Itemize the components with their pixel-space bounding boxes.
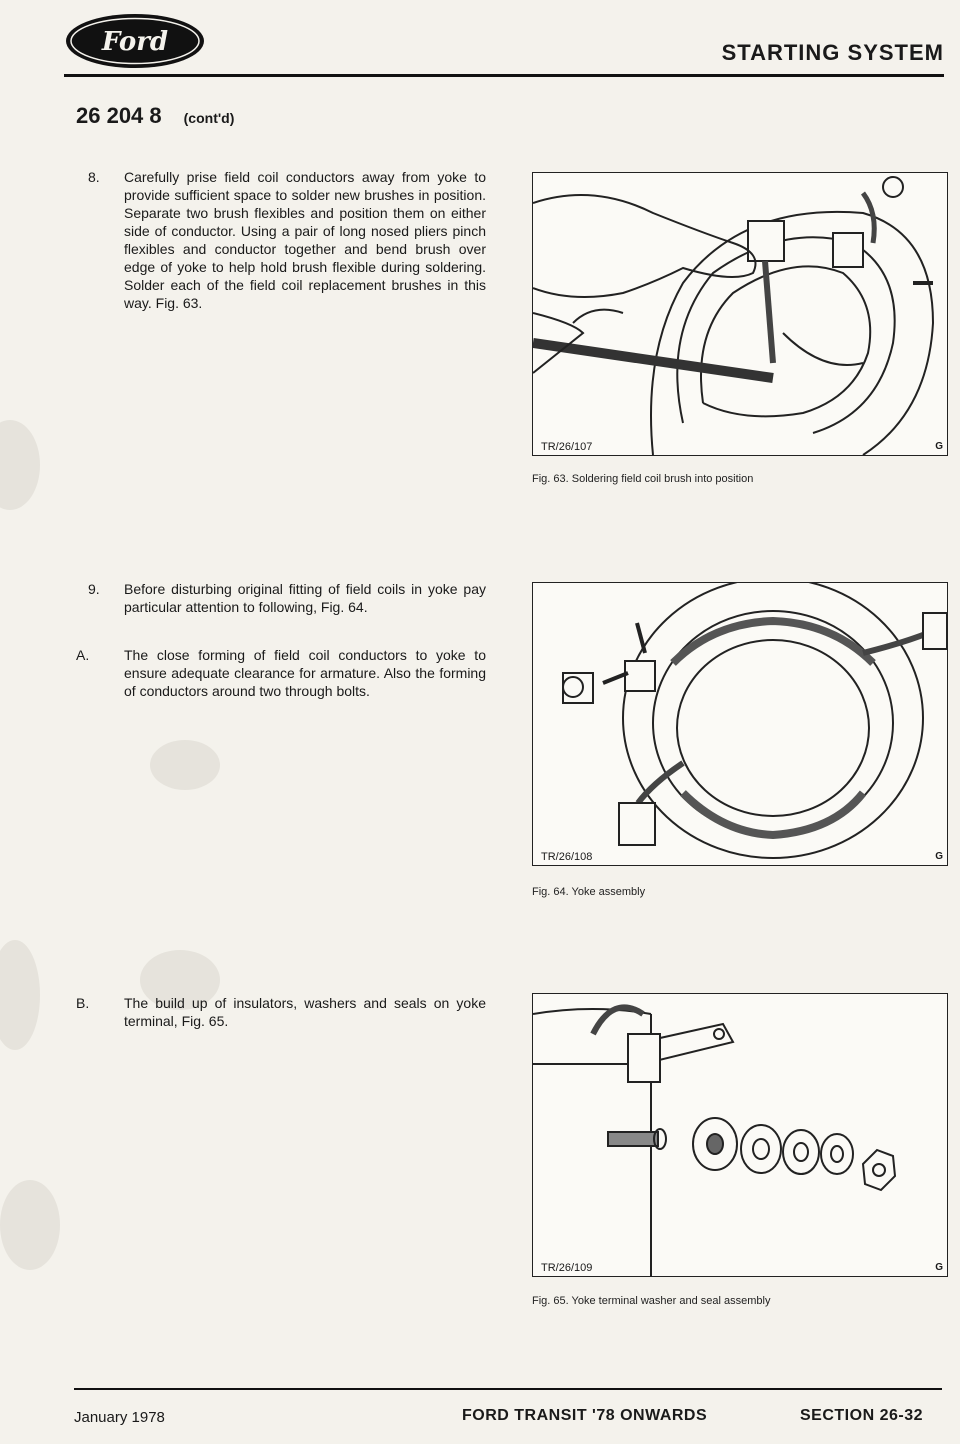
figure-mark: G xyxy=(935,1262,943,1273)
step-text: Carefully prise field coil conductors away from yoke to provide sufficient space to solder new brushes in position. Separate two brush flexibles and position them on either side of conductor. Using a pair of long nosed pliers pinch flexibles and conductor together and bend brush over edge of yoke to help hold brush flexible during soldering. Solder each of the field coil replacement brushes in this way. Fig. 63. xyxy=(124,169,486,311)
figure-65 xyxy=(532,993,948,1277)
step-number: B. xyxy=(76,995,90,1011)
section-contd: (cont'd) xyxy=(183,110,235,126)
step-number: 9. xyxy=(88,581,100,597)
footer-date: January 1978 xyxy=(74,1409,165,1426)
step-text: The build up of insulators, washers and seals on yoke terminal, Fig. 65. xyxy=(124,995,486,1029)
figure-64 xyxy=(532,582,948,866)
page-title: STARTING SYSTEM xyxy=(721,40,944,65)
footer-section-number: SECTION 26-32 xyxy=(800,1407,923,1424)
step-number: A. xyxy=(76,647,90,663)
terminal-washers-illustration xyxy=(533,994,947,1276)
ford-logo xyxy=(64,12,206,70)
logo-text: Ford xyxy=(101,27,169,57)
figure-reference: TR/26/107 xyxy=(541,441,593,453)
figure-65-caption: Fig. 65. Yoke terminal washer and seal assembly xyxy=(532,1295,771,1307)
footer-publication: FORD TRANSIT '78 ONWARDS xyxy=(462,1407,708,1424)
figure-63-caption: Fig. 63. Soldering field coil brush into position xyxy=(532,473,754,485)
soldering-illustration xyxy=(533,173,947,455)
page-stain xyxy=(0,420,40,510)
section-code: 26 204 8 xyxy=(76,103,162,128)
page-stain xyxy=(150,740,220,790)
figure-mark: G xyxy=(935,441,943,452)
step-text: Before disturbing original fitting of field coils in yoke pay particular attention to following, Fig. 64. xyxy=(124,581,486,615)
step-text: The close forming of field coil conductors to yoke to ensure adequate clearance for armature. Also the forming of conductors around two through bolts. xyxy=(124,647,486,699)
section-number xyxy=(76,103,234,129)
figure-64-caption: Fig. 64. Yoke assembly xyxy=(532,886,646,898)
figure-reference: TR/26/109 xyxy=(541,1262,593,1274)
figure-63 xyxy=(532,172,948,456)
header-rule xyxy=(64,74,944,77)
page-stain xyxy=(0,1180,60,1270)
yoke-assembly-illustration xyxy=(533,583,947,865)
footer-rule xyxy=(74,1388,942,1390)
figure-mark: G xyxy=(935,851,943,862)
step-number: 8. xyxy=(88,169,100,185)
figure-reference: TR/26/108 xyxy=(541,851,593,863)
page-stain xyxy=(0,940,40,1050)
